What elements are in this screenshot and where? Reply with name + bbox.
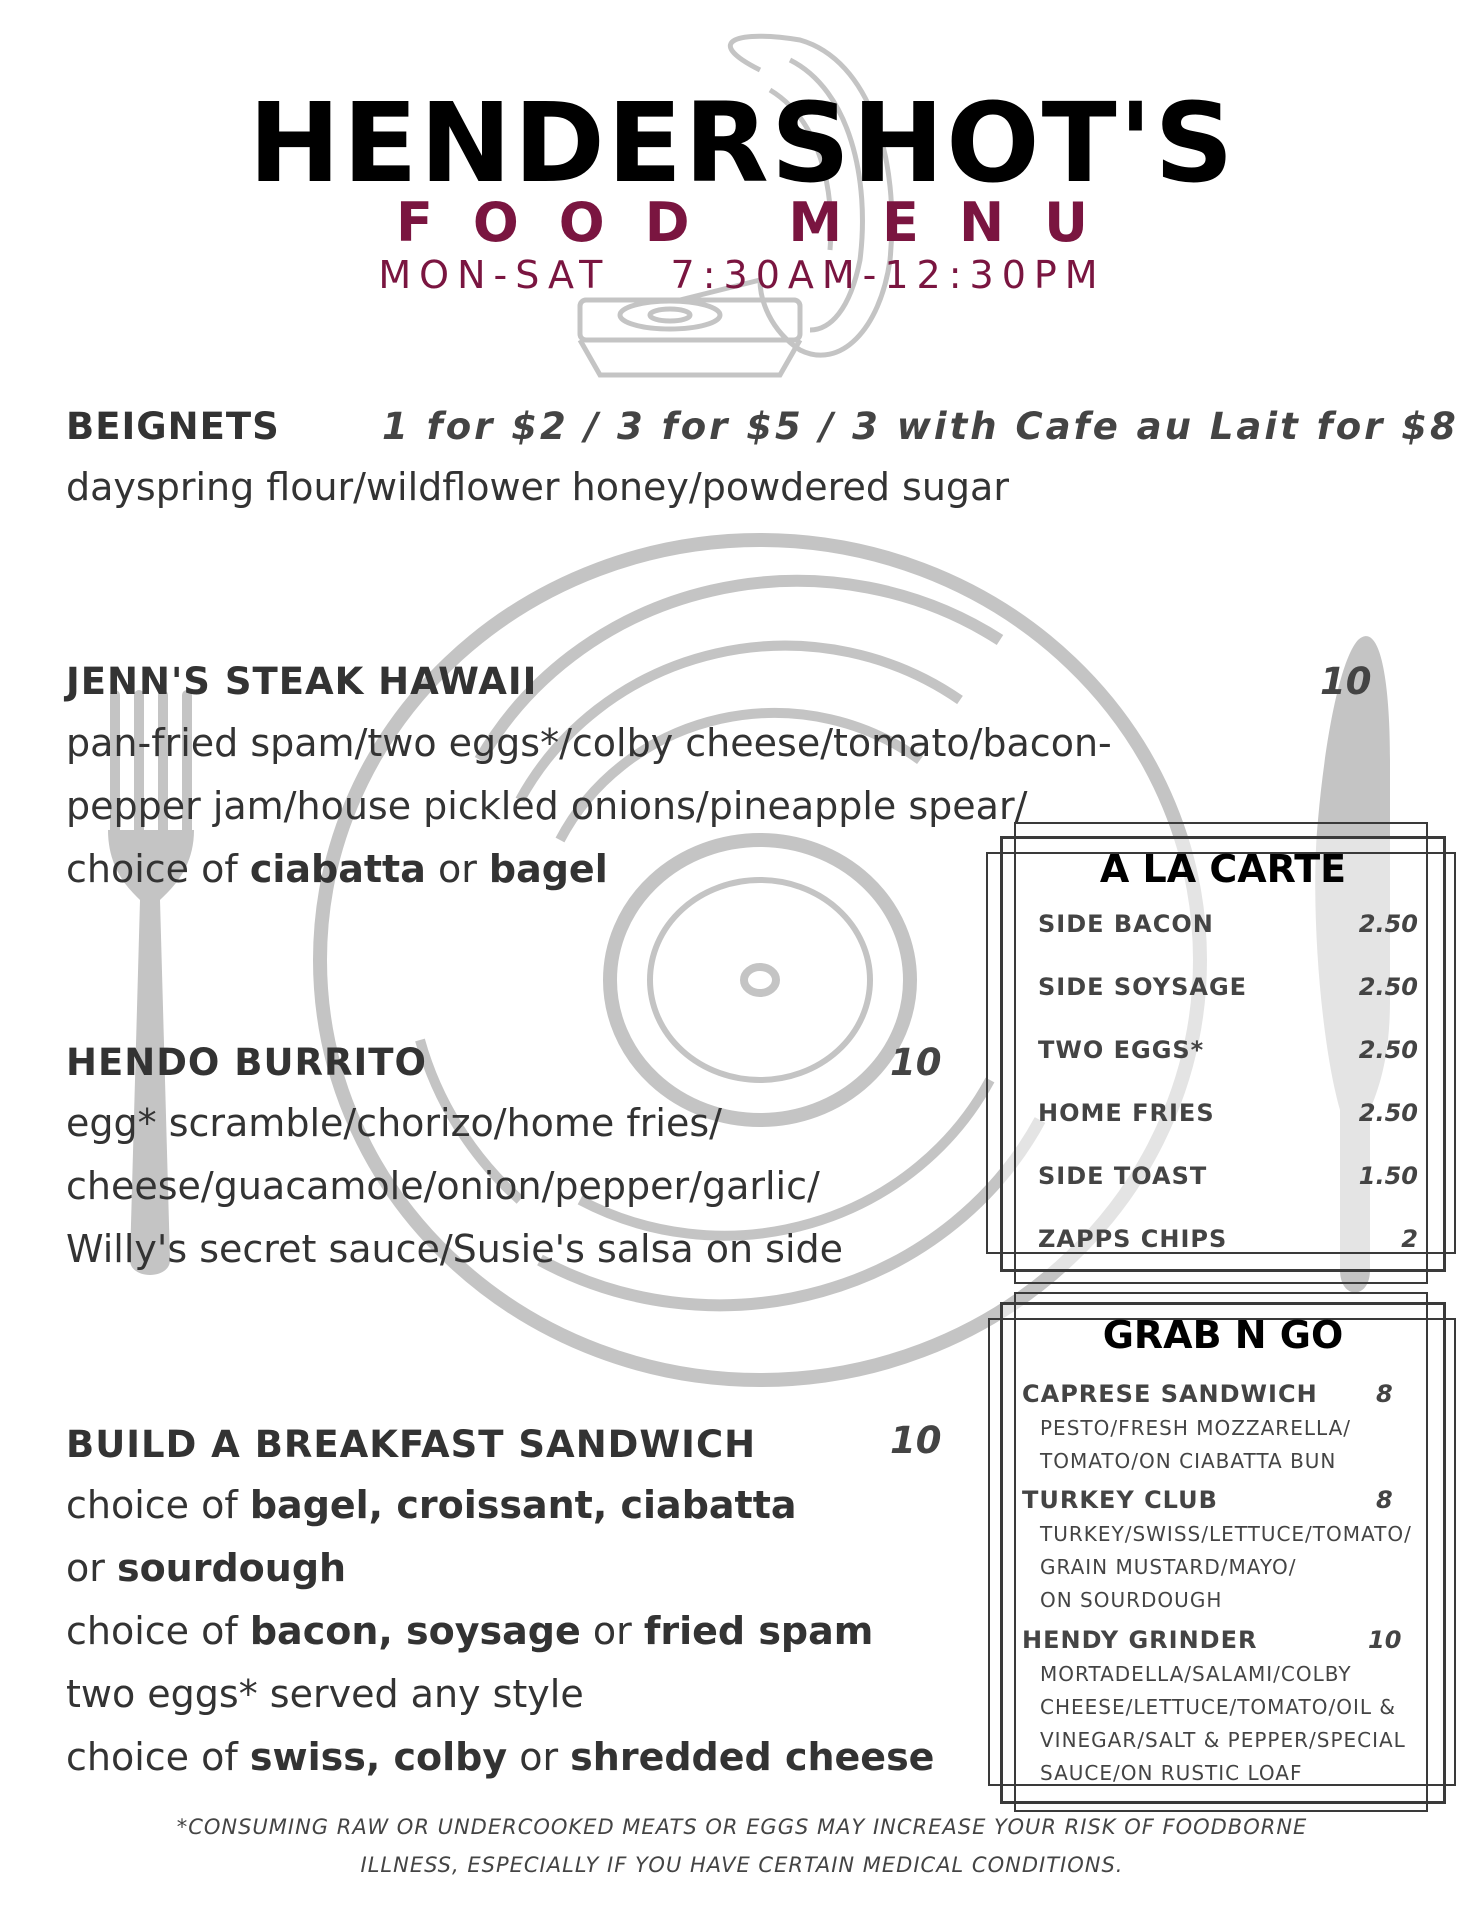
desc-line: SAUCE/ON RUSTIC LOAF	[1040, 1761, 1303, 1785]
desc-line: pepper jam/house pickled onions/pineapple spear/	[66, 784, 1028, 828]
list-item-name: TWO EGGS*	[1038, 1036, 1205, 1064]
list-item	[1038, 973, 1418, 1013]
desc-text: or	[507, 1735, 571, 1779]
list-item-price: 1.50	[1358, 1162, 1418, 1190]
desc-bold: fried spam	[643, 1609, 874, 1653]
list-item	[1038, 910, 1418, 950]
desc-line: VINEGAR/SALT & PEPPER/SPECIAL	[1040, 1728, 1406, 1752]
grab-n-go-title: GRAB N GO	[1102, 1313, 1344, 1357]
list-item-desc	[1040, 1518, 1412, 1617]
desc-bold: bagel, croissant, ciabatta	[249, 1483, 797, 1527]
item-price-sandwich: 10	[890, 1419, 942, 1462]
desc-bold: ciabatta	[249, 847, 426, 891]
list-item-name: HOME FRIES	[1038, 1099, 1215, 1127]
list-item	[1038, 1099, 1418, 1139]
disclaimer-line: ILLNESS, ESPECIALLY IF YOU HAVE CERTAIN MEDICAL CONDITIONS.	[360, 1853, 1124, 1877]
item-name-beignets: BEIGNETS	[66, 405, 280, 448]
item-desc-sandwich	[66, 1474, 996, 1789]
desc-line: TOMATO/ON CIABATTA BUN	[1040, 1449, 1337, 1473]
opening-hours: MON-SAT 7:30AM-12:30PM	[378, 253, 1106, 297]
list-item-name: SIDE BACON	[1038, 910, 1214, 938]
disclaimer-line: *CONSUMING RAW OR UNDERCOOKED MEATS OR EGGS MAY INCREASE YOUR RISK OF FOODBORNE	[176, 1815, 1308, 1839]
list-item	[1038, 1225, 1418, 1265]
list-item-name: SIDE SOYSAGE	[1038, 973, 1248, 1001]
item-price-beignets: 1 for $2 / 3 for $5 / 3 with Cafe au Lait for $8	[382, 405, 1459, 448]
item-price-burrito: 10	[890, 1041, 942, 1084]
desc-line: CHEESE/LETTUCE/TOMATO/OIL &	[1040, 1695, 1396, 1719]
list-item-name: HENDY GRINDER	[1022, 1626, 1258, 1654]
desc-text: or	[580, 1609, 644, 1653]
item-price-steak-hawaii: 10	[1320, 660, 1372, 703]
desc-text: or	[66, 1546, 117, 1590]
desc-line: PESTO/FRESH MOZZARELLA/	[1040, 1416, 1351, 1440]
list-item-desc	[1040, 1658, 1406, 1790]
item-name-burrito: HENDO BURRITO	[66, 1041, 427, 1084]
desc-bold: shredded cheese	[570, 1735, 935, 1779]
list-item-price: 2.50	[1358, 1036, 1418, 1064]
list-item	[1038, 1162, 1418, 1202]
desc-line	[66, 1537, 996, 1600]
list-item	[1038, 1036, 1418, 1076]
a-la-carte-title: A LA CARTE	[1099, 847, 1347, 891]
desc-line: ON SOURDOUGH	[1040, 1588, 1223, 1612]
list-item-name: TURKEY CLUB	[1022, 1486, 1218, 1514]
desc-bold: swiss, colby	[249, 1735, 508, 1779]
desc-text: choice of	[66, 1483, 250, 1527]
desc-line: egg* scramble/chorizo/home fries/	[66, 1101, 722, 1145]
desc-bold: bagel	[488, 847, 608, 891]
desc-line: cheese/guacamole/onion/pepper/garlic/	[66, 1164, 820, 1208]
list-item-name: CAPRESE SANDWICH	[1022, 1380, 1318, 1408]
item-desc-burrito	[66, 1092, 966, 1281]
desc-line: two eggs* served any style	[66, 1672, 584, 1716]
desc-line: Willy's secret sauce/Susie's salsa on side	[66, 1227, 844, 1271]
list-item-price: 2	[1401, 1225, 1418, 1253]
list-item-name: SIDE TOAST	[1038, 1162, 1208, 1190]
desc-text: choice of	[66, 1735, 250, 1779]
desc-text: or	[425, 847, 489, 891]
desc-line: MORTADELLA/SALAMI/COLBY	[1040, 1662, 1352, 1686]
item-desc-beignets: dayspring flour/wildflower honey/powdered sugar	[66, 465, 1009, 509]
desc-text: choice of	[66, 1609, 250, 1653]
desc-bold: sourdough	[116, 1546, 347, 1590]
desc-line	[66, 1600, 996, 1663]
item-name-steak-hawaii: JENN'S STEAK HAWAII	[66, 660, 538, 703]
health-disclaimer	[60, 1808, 1424, 1884]
desc-bold: bacon, soysage	[249, 1609, 581, 1653]
menu-subtitle: FOOD MENU	[396, 191, 1128, 254]
desc-line: TURKEY/SWISS/LETTUCE/TOMATO/	[1040, 1522, 1412, 1546]
desc-line: GRAIN MUSTARD/MAYO/	[1040, 1555, 1297, 1579]
list-item-price: 10	[1368, 1626, 1402, 1654]
desc-line	[66, 1726, 996, 1789]
list-item-price: 2.50	[1358, 910, 1418, 938]
desc-line	[66, 1474, 996, 1537]
list-item-name: ZAPPS CHIPS	[1038, 1225, 1228, 1253]
desc-text: choice of	[66, 847, 250, 891]
item-name-sandwich: BUILD A BREAKFAST SANDWICH	[66, 1423, 757, 1466]
desc-line: pan-fried spam/two eggs*/colby cheese/tomato/bacon-	[66, 721, 1112, 765]
list-item-desc	[1040, 1412, 1351, 1478]
list-item-price: 8	[1376, 1486, 1393, 1514]
list-item-price: 2.50	[1358, 1099, 1418, 1127]
restaurant-title: HENDERSHOT'S	[248, 79, 1236, 207]
list-item-price: 2.50	[1358, 973, 1418, 1001]
list-item-price: 8	[1376, 1380, 1393, 1408]
